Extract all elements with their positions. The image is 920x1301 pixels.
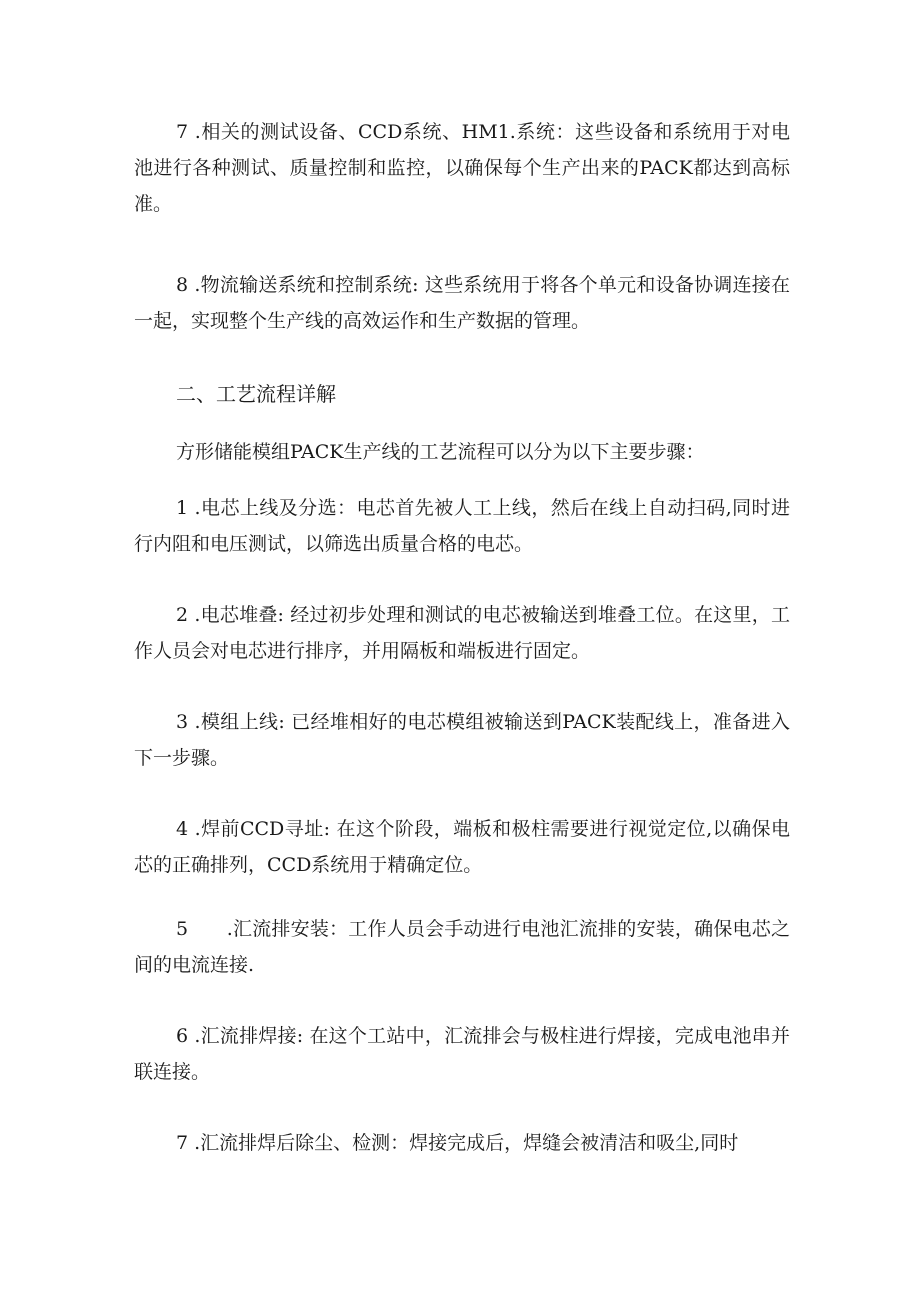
paragraph-step-2 (134, 597, 790, 669)
paragraph-text: 7 .汇流排焊后除尘、检测：焊接完成后，焊缝会被清洁和吸尘,同时 (176, 1132, 739, 1154)
paragraph-text: 7 .相关的测试设备、CCD系统、HM1.系统：这些设备和系统用于对电池进行各种测试、质量控制和监控，以确保每个生产出来的PACK都达到高标准。 (134, 121, 790, 215)
paragraph-text: 4 .焊前CCD寻址: 在这个阶段，端板和极柱需要进行视觉定位,以确保电芯的正确排列，CCD系统用于精确定位。 (134, 818, 790, 876)
paragraph-text: 方形储能模组PACK生产线的工艺流程可以分为以下主要步骤： (176, 441, 705, 463)
paragraph-text: 2 .电芯堆叠: 经过初步处理和测试的电芯被输送到堆叠工位。在这里，工作人员会对电芯进行排序，并用隔板和端板进行固定。 (134, 604, 790, 662)
paragraph-text: 8 .物流输送系统和控制系统: 这些系统用于将各个单元和设备协调连接在一起，实现整个生产线的高效运作和生产数据的管理。 (134, 274, 790, 332)
paragraph-step-1 (134, 490, 790, 562)
paragraph-test-equipment (134, 114, 790, 222)
paragraph-step-3 (134, 704, 790, 776)
paragraph-step-4 (134, 811, 790, 883)
paragraph-step-6 (134, 1018, 790, 1090)
paragraph-intro (134, 434, 790, 470)
paragraph-text: 1 .电芯上线及分选：电芯首先被人工上线，然后在线上自动扫码,同时进行内阻和电压测试，以筛选出质量合格的电芯。 (134, 497, 790, 555)
paragraph-step-5 (134, 911, 790, 983)
paragraph-text: 3 .模组上线: 已经堆相好的电芯模组被输送到PACK装配线上，准备进入下一步骤。 (134, 711, 790, 769)
paragraph-step-7 (134, 1125, 790, 1161)
paragraph-text: 5 .汇流排安装：工作人员会手动进行电池汇流排的安装，确保电芯之间的电流连接. (134, 918, 790, 976)
paragraph-logistics-system (134, 267, 790, 339)
section-heading: 二、工艺流程详解 (176, 382, 336, 406)
paragraph-text: 6 .汇流排焊接: 在这个工站中，汇流排会与极柱进行焊接，完成电池串并联连接。 (134, 1025, 790, 1083)
